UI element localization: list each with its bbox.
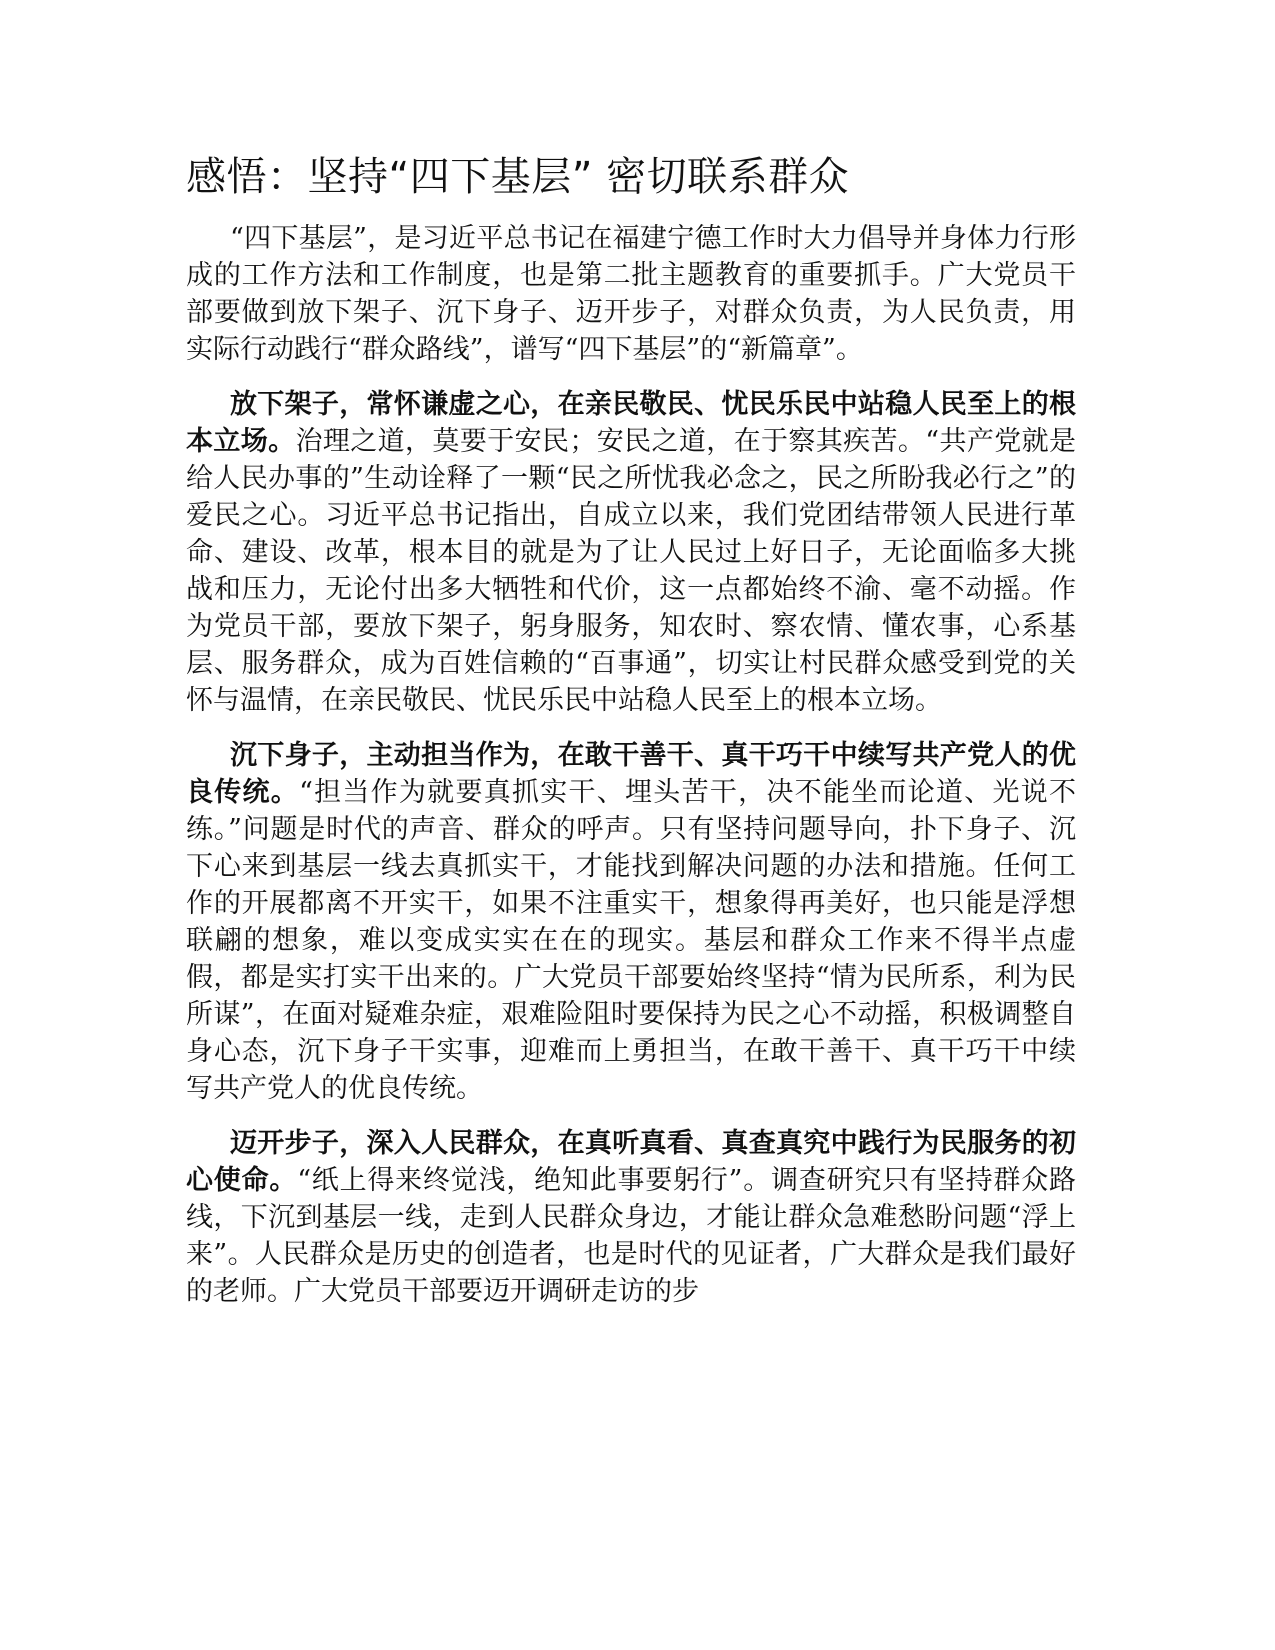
section-paragraph-2 (186, 737, 1076, 1107)
intro-paragraph: “四下基层”，是习近平总书记在福建宁德工作时大力倡导并身体力行形成的工作方法和工作制度，也是第二批主题教育的重要抓手。广大党员干部要做到放下架子、沉下身子、迈开步子，对群众负责，为人民负责，用实际行动践行“群众路线”，谱写“四下基层”的“新篇章”。 (186, 223, 1076, 365)
document-body (186, 220, 1076, 1328)
section-body-3: “纸上得来终觉浅，绝知此事要躬行”。调查研究只有坚持群众路线，下沉到基层一线，走到人民群众身边，才能让群众急难愁盼问题“浮上来”。人民群众是历史的创造者，也是时代的见证者，广大群众是我们最好的老师。广大党员干部要迈开调研走访的步 (186, 1165, 1077, 1307)
section-paragraph-3 (186, 1125, 1076, 1310)
section-lead-2: 沉下身子，主动担当作为，在敢干善干、真干巧干中续写共产党人的优良传统。 (186, 740, 1076, 808)
section-lead-1: 放下架子，常怀谦虚之心，在亲民敬民、忧民乐民中站稳人民至上的根本立场。 (186, 389, 1076, 457)
section-lead-3: 迈开步子，深入人民群众，在真听真看、真查真究中践行为民服务的初心使命。 (186, 1128, 1076, 1196)
section-paragraph-1 (186, 386, 1076, 719)
section-body-2: “担当作为就要真抓实干、埋头苦干，决不能坐而论道、光说不练。”问题是时代的声音、群众的呼声。只有坚持问题导向，扑下身子、沉下心来到基层一线去真抓实干，才能找到解决问题的办法和措施。任何工作的开展都离不开实干，如果不注重实干，想象得再美好，也只能是浮想联翩的想象，难以变成实实在在的现实。基层和群众工作来不得半点虚假，都是实打实干出来的。广大党员干部要始终坚持“情为民所系，利为民所谋”，在面对疑难杂症，艰难险阻时要保持为民之心不动摇，积极调整自身心态，沉下身子干实事，迎难而上勇担当，在敢干善干、真干巧干中续写共产党人的优良传统。 (186, 777, 1076, 1104)
page-title: 感悟：坚持“四下基层” 密切联系群众 (186, 154, 850, 200)
section-body-1: 治理之道，莫要于安民；安民之道，在于察其疾苦。“共产党就是给人民办事的”生动诠释了一颗“民之所忧我必念之，民之所盼我必行之”的爱民之心。习近平总书记指出，自成立以来，我们党团结带领人民进行革命、建设、改革，根本目的就是为了让人民过上好日子，无论面临多大挑战和压力，无论付出多大牺牲和代价，这一点都始终不渝、毫不动摇。作为党员干部，要放下架子，躬身服务，知农时、察农情、懂农事，心系基层、服务群众，成为百姓信赖的“百事通”，切实让村民群众感受到党的关怀与温情，在亲民敬民、忧民乐民中站稳人民至上的根本立场。 (186, 426, 1076, 716)
